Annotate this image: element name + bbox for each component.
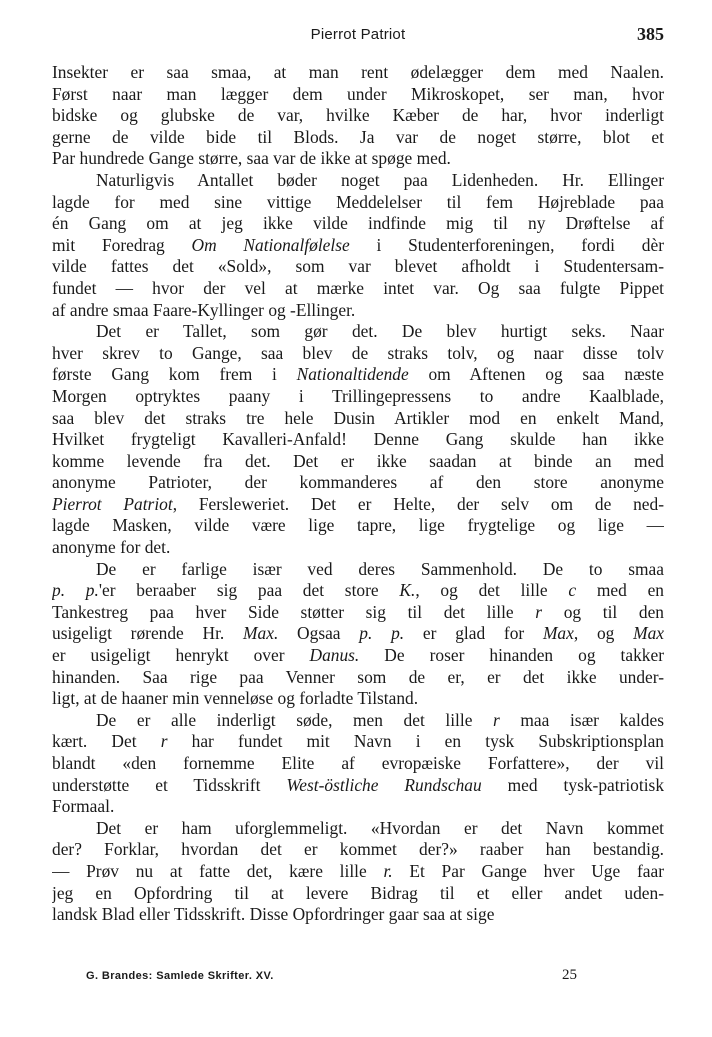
text-segment: usigeligt rørende Hr. bbox=[52, 623, 244, 644]
text-segment: har fundet mit Navn i en tysk Subskriptionsplan bbox=[167, 731, 664, 752]
text-segment: om Aftenen og saa næste bbox=[408, 364, 664, 385]
text-segment: er glad for bbox=[404, 623, 543, 644]
italic-text: c bbox=[568, 580, 577, 601]
text-line: anonyme for det. bbox=[52, 537, 171, 558]
text-line: saa blev det straks tre hele Dusin Artikler mod en enkelt Mand, bbox=[52, 407, 664, 428]
text-segment: kært. Det bbox=[52, 731, 161, 752]
text-line: Det er Tallet, som gør det. De blev hurtigt seks. Naar bbox=[96, 321, 664, 342]
text-segment: og til den bbox=[542, 601, 664, 622]
text-line bbox=[52, 580, 664, 602]
text-line: fundet — hvor der vel at mærke intet var. Og saa fulgte Pippet bbox=[52, 277, 664, 298]
text-line: én Gang om at jeg ikke vilde indfinde mig til ny Drøftelse af bbox=[52, 213, 664, 234]
text-segment: understøtte et Tidsskrift bbox=[52, 774, 287, 795]
text-line bbox=[52, 645, 664, 667]
text-line: Morgen optryktes paany i Trillingepressens to andre Kaalblade, bbox=[52, 385, 664, 406]
signature-mark: 25 bbox=[562, 967, 577, 983]
text-line: Formaal. bbox=[52, 796, 115, 817]
text-line: Hvilket frygteligt Kavalleri-Anfald! Denne Gang skulde han ikke bbox=[52, 429, 664, 450]
text-segment: — Prøv nu at fatte det, kære lille bbox=[52, 860, 384, 881]
page-footer bbox=[86, 967, 586, 990]
text-line: af andre smaa Faare-Kyllinger og -Ellinger. bbox=[52, 299, 356, 320]
text-segment: De roser hinanden og takker bbox=[359, 645, 664, 666]
text-line: gerne de vilde bide til Blods. Ja var de noget større, blot et bbox=[52, 126, 664, 147]
italic-text: Nationaltidende bbox=[296, 364, 409, 385]
text-line: Først naar man lægger dem under Mikroskopet, ser man, hvor bbox=[52, 83, 664, 104]
italic-text: Danus. bbox=[309, 645, 360, 666]
italic-text: r. bbox=[383, 860, 393, 881]
text-line bbox=[52, 731, 664, 753]
text-segment: , og bbox=[573, 623, 634, 644]
text-line bbox=[52, 623, 664, 645]
text-line: Par hundrede Gange større, saa var de ikke at spøge med. bbox=[52, 148, 451, 169]
italic-text: r bbox=[535, 601, 543, 622]
text-line: hinanden. Saa rige paa Venner som de er, er det ikke under- bbox=[52, 666, 664, 687]
text-line bbox=[52, 235, 664, 257]
text-segment: Ogsaa bbox=[278, 623, 360, 644]
text-segment: , Fersleweriet. Det er Helte, der selv om de ned- bbox=[172, 493, 664, 514]
text-segment: 'er beraaber sig paa det store bbox=[98, 580, 400, 601]
page-header bbox=[52, 26, 664, 48]
running-title: Pierrot Patriot bbox=[310, 26, 406, 43]
text-line: komme levende fra det. Det er ikke saadan at binde an med bbox=[52, 450, 664, 471]
text-segment: i Studenterforeningen, fordi dèr bbox=[349, 234, 664, 255]
italic-text: West-östliche Rundschau bbox=[286, 774, 482, 795]
italic-text: Pierrot Patriot bbox=[52, 493, 173, 514]
text-segment: med en bbox=[576, 580, 664, 601]
text-segment: , og det lille bbox=[415, 580, 569, 601]
text-line bbox=[52, 494, 664, 516]
text-line: landsk Blad eller Tidsskrift. Disse Opfordringer gaar saa at sige bbox=[52, 904, 495, 925]
text-line: lagde Masken, vilde være lige tapre, lige frygtelige og lige — bbox=[52, 515, 664, 536]
text-segment: Et Par Gange hver Uge faar bbox=[392, 860, 664, 881]
text-line: anonyme Patrioter, der kommanderes af den store anonyme bbox=[52, 472, 664, 493]
text-line: vilde fattes det «Sold», som var blevet afholdt i Studentersam- bbox=[52, 256, 664, 277]
text-line bbox=[52, 602, 664, 624]
italic-text: r bbox=[160, 731, 168, 752]
text-line: De er farlige især ved deres Sammenhold. De to smaa bbox=[96, 558, 664, 579]
text-line bbox=[52, 861, 664, 883]
text-segment: Tankestreg paa hver Side støtter sig til det lille bbox=[52, 601, 536, 622]
italic-text: Max. bbox=[243, 623, 279, 644]
text-line: ligt, at de haaner min venneløse og forladte Tilstand. bbox=[52, 688, 419, 709]
text-line: Insekter er saa smaa, at man rent ødelægger dem med Naalen. bbox=[52, 62, 664, 82]
text-line bbox=[52, 775, 664, 797]
text-segment: maa især kaldes bbox=[499, 709, 664, 730]
text-segment: er usigeligt henrykt over bbox=[52, 645, 310, 666]
page-number: 385 bbox=[637, 24, 664, 44]
text-line: der? Forklar, hvordan det er kommet der?» raaber han bestandig. bbox=[52, 839, 664, 860]
text-line: bidske og glubske de var, hvilke Kæber de har, hvor inderligt bbox=[52, 105, 664, 126]
text-segment: mit Foredrag bbox=[52, 234, 192, 255]
italic-text: p. p. bbox=[52, 580, 99, 601]
text-line: lagde for med sine vittige Meddelelser til fem Højreblade paa bbox=[52, 191, 664, 212]
italic-text: Max bbox=[542, 623, 574, 644]
italic-text: Om Nationalfølelse bbox=[191, 234, 350, 255]
text-segment: første Gang kom frem i bbox=[52, 364, 297, 385]
text-line: Naturligvis Antallet bøder noget paa Lidenheden. Hr. Ellinger bbox=[96, 169, 664, 190]
text-line bbox=[52, 364, 664, 386]
text-line: Det er ham uforglemmeligt. «Hvordan er det Navn kommet bbox=[96, 817, 664, 838]
text-segment: De er alle inderligt søde, men det lille bbox=[96, 709, 494, 730]
text-line: jeg en Opfordring til at levere Bidrag til et eller andet uden- bbox=[52, 882, 664, 903]
italic-text: r bbox=[493, 709, 500, 730]
italic-text: p. p. bbox=[359, 623, 405, 644]
text-line: blandt «den fornemme Elite af evropæiske Forfattere», der vil bbox=[52, 753, 664, 773]
footer-source: G. Brandes: Samlede Skrifter. XV. bbox=[86, 970, 274, 982]
italic-text: K. bbox=[399, 580, 416, 601]
text-line: hver skrev to Gange, saa blev de straks tolv, og naar disse tolv bbox=[52, 342, 664, 363]
text-line bbox=[52, 710, 664, 732]
italic-text: Max bbox=[633, 623, 664, 644]
text-segment: med tysk-patriotisk bbox=[481, 774, 664, 795]
body-text bbox=[52, 62, 664, 926]
